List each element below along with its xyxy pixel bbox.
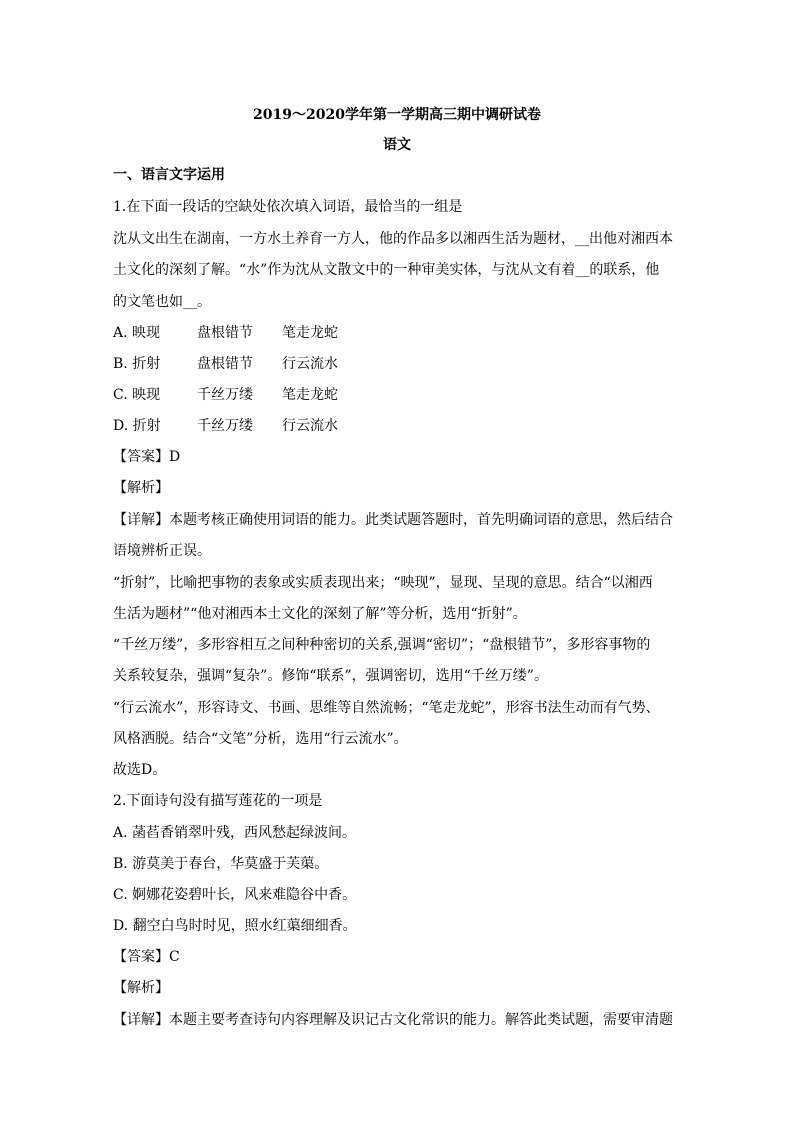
option-word: 千丝万缕 — [197, 418, 253, 434]
question-1-option-d — [113, 415, 338, 435]
option-word: 盘根错节 — [197, 325, 253, 341]
question-1-detail-line: 故选D。 — [113, 762, 167, 778]
option-word: 行云流水 — [282, 418, 338, 434]
question-1-detail-line: “折射”，比喻把事物的表象或实质表现出来；“映现”，显现、呈现的意思。结合“以湘西 — [113, 575, 653, 591]
question-2-option-b: B. 游莫美于春台，华莫盛于芙蕖。 — [113, 856, 329, 872]
question-1-passage-line: 土文化的深刻了解。“水”作为沈从文散文中的一种审美实体，与沈从文有着__的联系，他 — [113, 262, 660, 278]
option-word: 笔走龙蛇 — [282, 387, 338, 403]
question-2-option-c: C. 婀娜花姿碧叶长，风来难隐谷中香。 — [113, 887, 357, 903]
question-2-detail-line: 【详解】本题主要考查诗句内容理解及识记古文化常识的能力。解答此类试题，需要审清题 — [113, 1012, 673, 1028]
question-1-detail-line: 关系较复杂，强调“复杂”。修饰“联系”，强调密切，选用“千丝万缕”。 — [113, 668, 548, 684]
question-1-detail-line: “行云流水”，形容诗文、书画、思维等自然流畅；“笔走龙蛇”，形容书法生动而有气势、 — [113, 700, 660, 716]
option-label: C. 映现 — [113, 387, 161, 403]
option-label: B. 折射 — [113, 356, 161, 372]
question-1-option-c — [113, 384, 338, 404]
question-1-detail-line: 【详解】本题考核正确使用词语的能力。此类试题答题时，首先明确词语的意思，然后结合 — [113, 512, 673, 528]
question-1-passage-line: 的文笔也如__。 — [113, 294, 211, 310]
question-2-option-d: D. 翻空白鸟时时见，照水红蕖细细香。 — [113, 918, 357, 934]
subject-title: 语文 — [383, 137, 411, 153]
question-2-stem: 2.下面诗句没有描写莲花的一项是 — [113, 793, 323, 809]
question-1-option-b — [113, 353, 338, 373]
question-2-option-a: A. 菡萏香销翠叶残，西风愁起绿波间。 — [113, 825, 357, 841]
question-1-stem: 1.在下面一段话的空缺处依次填入词语，最恰当的一组是 — [113, 199, 463, 215]
question-1-detail-line: 生活为题材”“他对湘西本土文化的深刻了解”等分析，选用“折射”。 — [113, 606, 527, 622]
question-1-answer: 【答案】D — [113, 449, 181, 465]
option-label: A. 映现 — [113, 325, 161, 341]
page-title: 2019～2020学年第一学期高三期中调研试卷 — [253, 107, 541, 123]
question-1-passage-line: 沈从文出生在湖南，一方水土养育一方人，他的作品多以湘西生活为题材，__出他对湘西本 — [113, 231, 673, 247]
question-1-detail-line: 语境辨析正误。 — [113, 543, 211, 559]
question-1-analysis-label: 【解析】 — [113, 480, 169, 496]
option-word: 行云流水 — [282, 356, 338, 372]
option-word: 笔走龙蛇 — [282, 325, 338, 341]
question-1-option-a — [113, 322, 338, 342]
question-1-detail-line: “千丝万缕”，多形容相互之间种种密切的关系,强调“密切”；“盘根错节”，多形容事物的 — [113, 637, 651, 653]
question-1-detail-line: 风格洒脱。结合“文笔”分析，选用“行云流水”。 — [113, 731, 408, 747]
section-heading: 一、语言文字运用 — [113, 167, 225, 183]
option-word: 千丝万缕 — [197, 387, 253, 403]
question-2-analysis-label: 【解析】 — [113, 980, 169, 996]
option-word: 盘根错节 — [197, 356, 253, 372]
question-2-answer: 【答案】C — [113, 949, 180, 965]
option-label: D. 折射 — [113, 418, 161, 434]
